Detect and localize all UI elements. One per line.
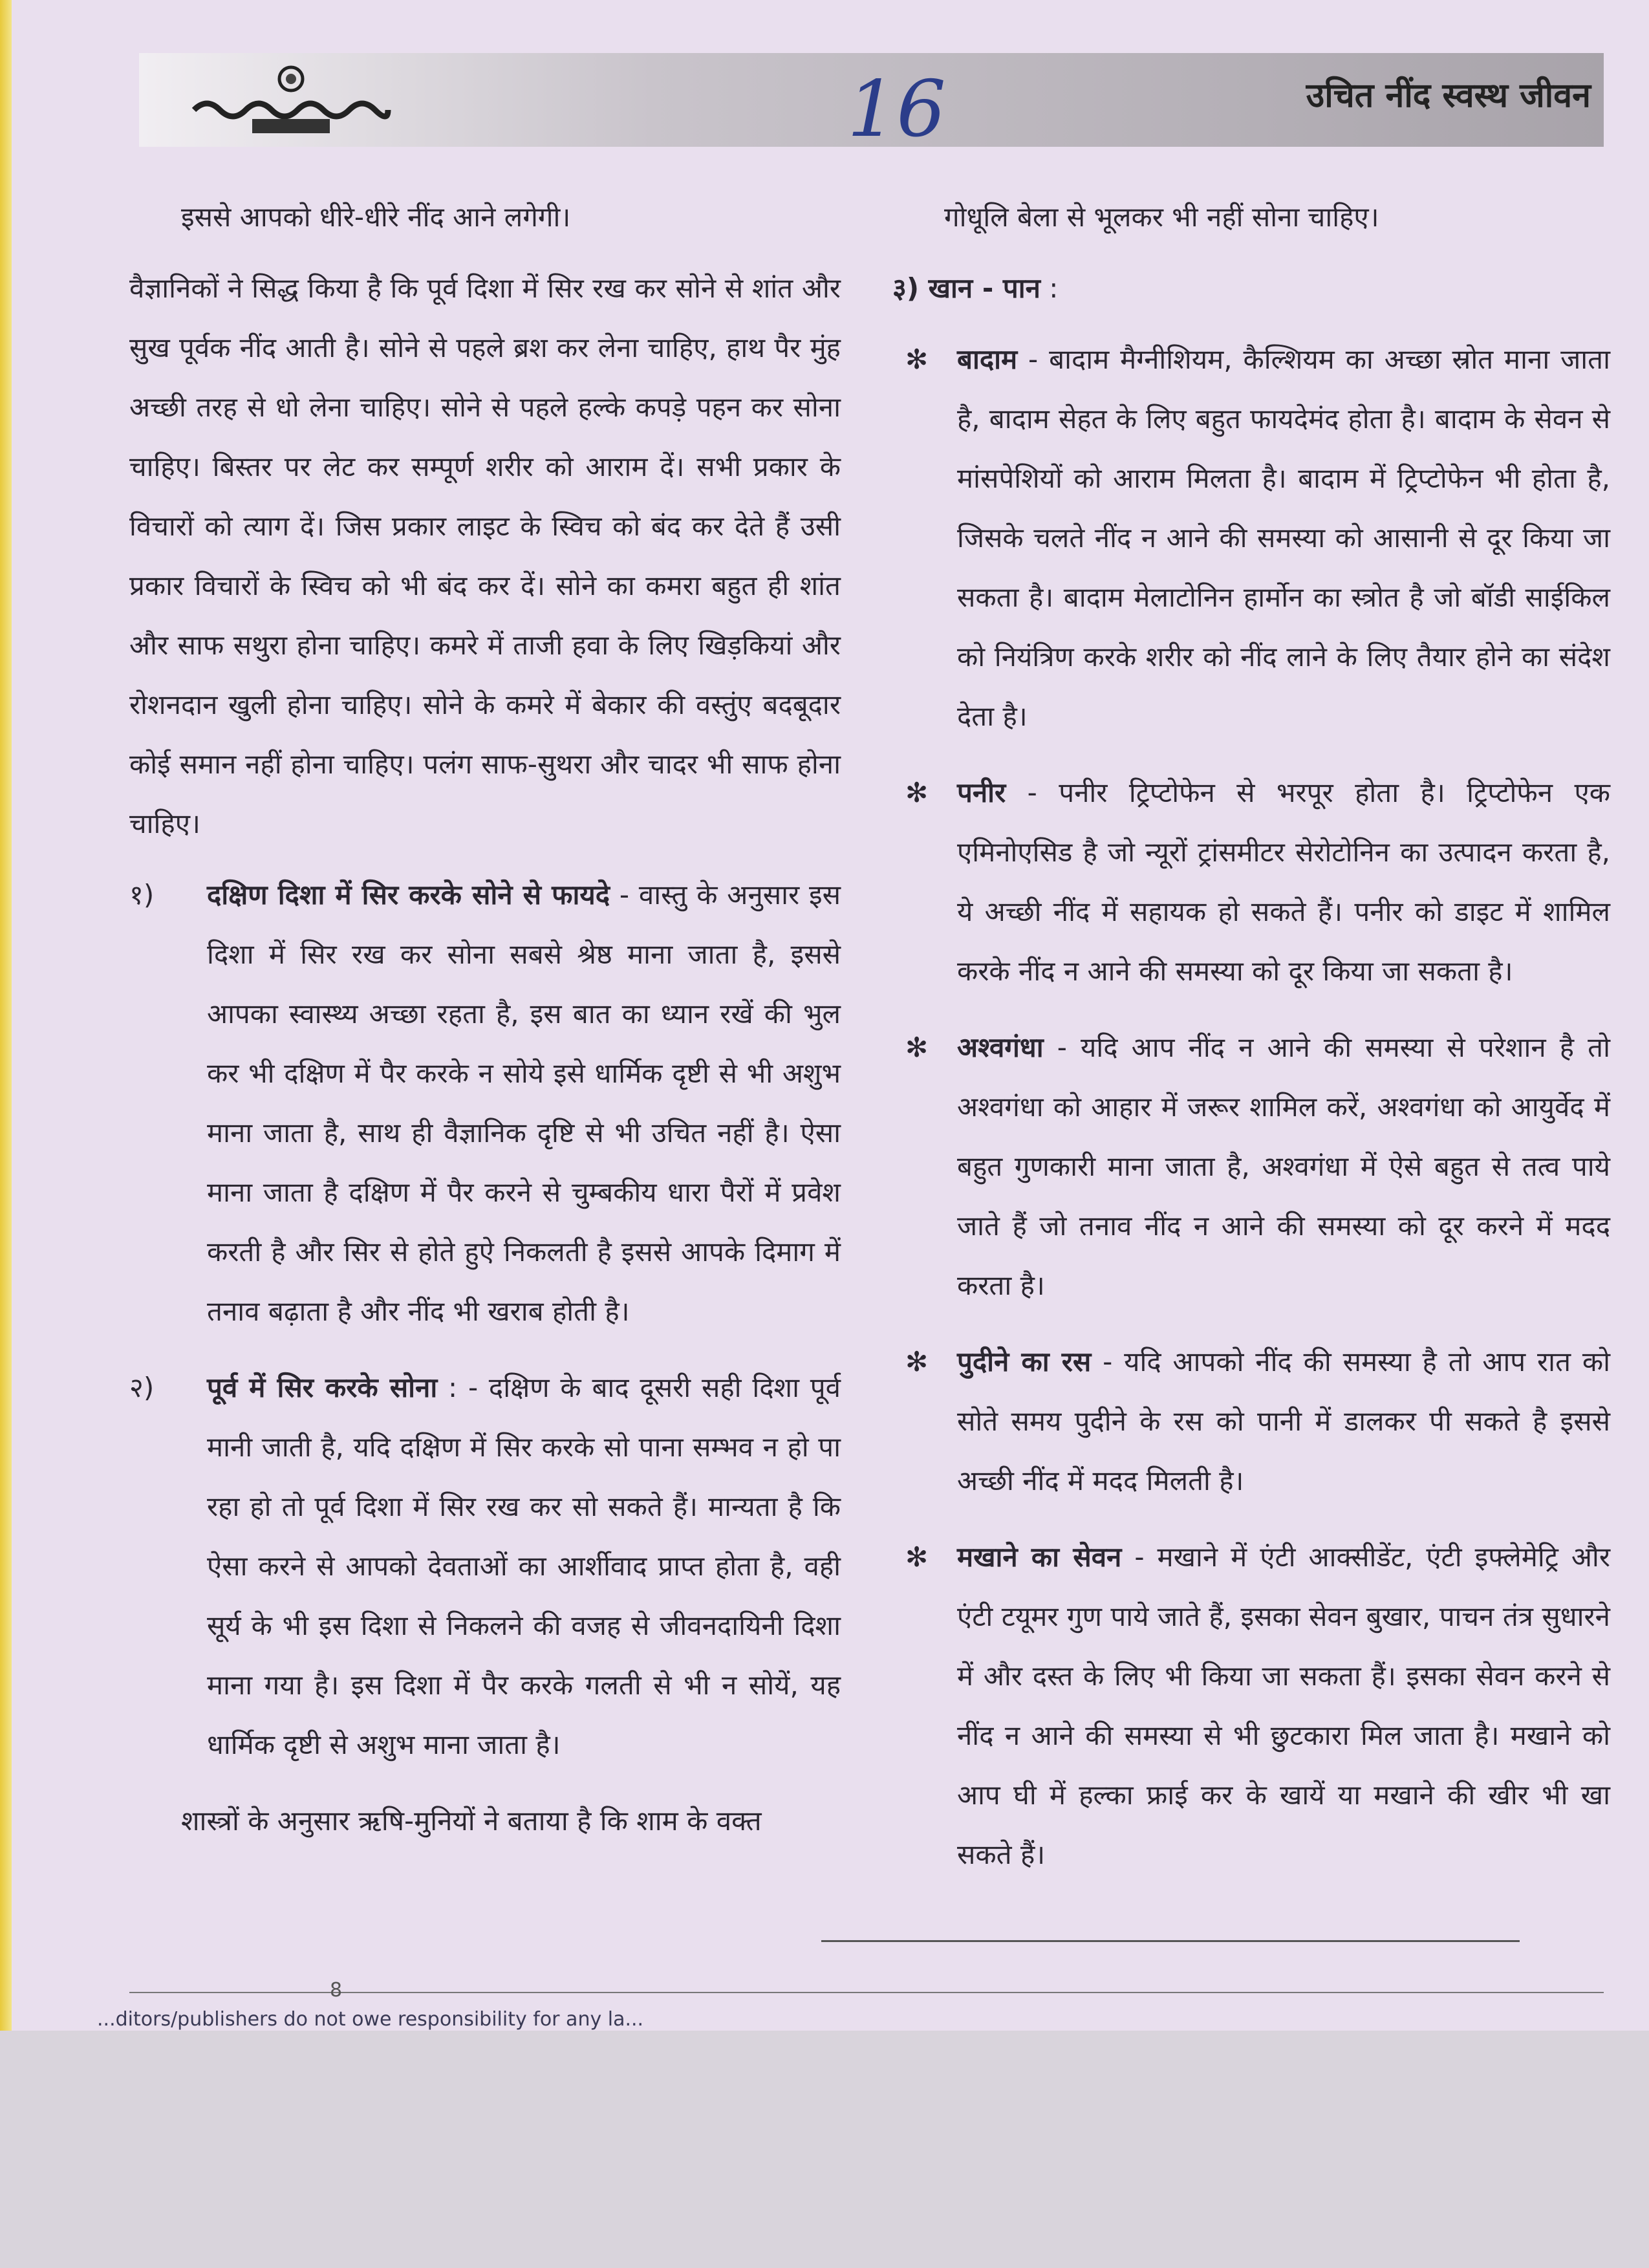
paragraph: इससे आपको धीरे-धीरे नींद आने लगेगी। (181, 201, 571, 233)
item-text: - यदि आप नींद न आने की समस्या से परेशान है तो अश्वगंधा को आहार में जरूर शामिल करें, अश्वगंधा को आयुर्वेद में बहुत गुणकारी माना जाता है, अश्वगंधा में ऐसे बहुत से तत्व पाये जाते हैं जो तनाव नींद न आने की समस्या को दूर करने में मदद करता है। (957, 1031, 1610, 1301)
header-title: उचित नींद स्वस्थ जीवन (1306, 76, 1591, 115)
numbered-item-1 (129, 865, 841, 1341)
footer-band (821, 1940, 1520, 1987)
food-item-pudina (892, 1332, 1610, 1511)
food-item-badam (892, 330, 1610, 746)
item-heading: मखाने का सेवन (957, 1541, 1122, 1573)
item-text: - वास्तु के अनुसार इस दिशा में सिर रख कर सोना सबसे श्रेष्ठ माना जाता है, इससे आपका स्वास्थ्य अच्छा रहता है, इस बात का ध्यान रखें की भुल कर भी दक्षिण में पैर करके न सोये इसे धार्मिक दृष्टी से भी अशुभ माना जाता है, साथ ही वैज्ञानिक दृष्टि से भी उचित नहीं है। ऐसा माना जाता है दक्षिण में पैर करने से चुम्बकीय धारा पैरों में प्रवेश करती है और सिर से होते हुऐ निकलती है इससे आपके दिमाग में तनाव बढ़ाता है और नींद भी खराब होती है। (207, 879, 841, 1327)
food-item-ashwagandha (892, 1018, 1610, 1315)
item-heading: दक्षिण दिशा में सिर करके सोने से फायदे (207, 879, 610, 911)
paragraph: शास्त्रों के अनुसार ऋषि-मुनियों ने बताया है कि शाम के वक्त (181, 1805, 762, 1837)
asterisk-icon: ✻ (905, 1541, 929, 1573)
item-text: - मखाने में एंटी आक्सीडेंट, एंटी इफ्लेमेट्रि और एंटी टयूमर गुण पाये जाते हैं, इसका सेवन बुखार, पाचन तंत्र सुधारने में और दस्त के लिए भी किया जा सकता हैं। इसका सेवन करने से नींद न आने की समस्या से भी छुटकारा मिल जाता है। मखाने को आप घी में हल्का फ्राई कर के खायें या मखाने की खीर भी खा सकते हैं। (957, 1541, 1610, 1870)
footer-divider (129, 1992, 1604, 1993)
item-text: - पनीर ट्रिप्टोफेन से भरपूर होता है। ट्रिप्टोफेन एक एमिनोएसिड है जो न्यूरों ट्रांसमीटर सेरोटोनिन का उत्पादन करता है, ये अच्छी नींद में सहायक हो सकते हैं। पनीर को डाइट में शामिल करके नींद न आने की समस्या को दूर किया जा सकता है। (957, 777, 1610, 987)
right-column (892, 188, 1610, 1901)
item-heading: अश्वगंधा (957, 1031, 1044, 1063)
item-text: : - दक्षिण के बाद दूसरी सही दिशा पूर्व मानी जाती है, यदि दक्षिण में सिर करके सो पाना सम्भव न हो पा रहा हो तो पूर्व दिशा में सिर रख कर सो सकते हैं। मान्यता है कि ऐसा करने से आपको देवताओं का आर्शीवाद प्राप्त होता है, वही सूर्य के भी इस दिशा से निकलने की वजह से जीवनदायिनी दिशा माना गया है। इस दिशा में पैर करके गलती से भी न सोयें, यह धार्मिक दृष्टी से अशुभ माना जाता है। (207, 1372, 841, 1760)
asterisk-icon: ✻ (905, 1346, 929, 1377)
item-number: २) (129, 1372, 155, 1403)
item-number: १) (129, 879, 155, 911)
asterisk-icon: ✻ (905, 343, 929, 375)
page-edge-strip (0, 0, 12, 2031)
wave-logo-icon (155, 59, 427, 142)
item-heading: पूर्व में सिर करके सोना (207, 1372, 438, 1403)
paragraph: वैज्ञानिकों ने सिद्ध किया है कि पूर्व दिशा में सिर रख कर सोने से शांत और सुख पूर्वक नींद आती है। सोने से पहले ब्रश कर लेना चाहिए, हाथ पैर मुंह अच्छी तरह से धो लेना चाहिए। सोने से पहले हल्के कपड़े पहन कर सोना चाहिए। बिस्तर पर लेट कर सम्पूर्ण शरीर को आराम दें। सभी प्रकार के विचारों को त्याग दें। जिस प्रकार लाइट के स्विच को बंद कर देते हैं उसी प्रकार विचारों के स्विच को भी बंद कर दें। सोने का कमरा बहुत ही शांत और साफ सथुरा होना चाहिए। कमरे में ताजी हवा के लिए खिड़कियां और रोशनदान खुली होना चाहिए। सोने के कमरे में बेकार की वस्तुंए बदबूदार कोई समान नहीं होना चाहिए। पलंग साफ-सुथरा और चादर भी साफ होना चाहिए। (129, 272, 841, 839)
footer-page-number: 8 (330, 1979, 343, 2002)
handwritten-page-number: 16 (847, 65, 946, 155)
asterisk-icon: ✻ (905, 777, 929, 808)
item-text: - यदि आपको नींद की समस्या है तो आप रात को सोते समय पुदीने के रस को पानी में डालकर पी सकते है इससे अच्छी नींद में मदद मिलती है। (957, 1346, 1610, 1496)
footer-disclaimer: ...ditors/publishers do not owe responsibility for any la... (97, 2008, 644, 2031)
numbered-item-2 (129, 1358, 841, 1775)
item-heading: बादाम (957, 343, 1018, 375)
item-text: - बादाम मैग्नीशियम, कैल्शियम का अच्छा स्रोत माना जाता है, बादाम सेहत के लिए बहुत फायदेमंद होता है। बादाम के सेवन से मांसपेशियों को आराम मिलता है। बादाम में ट्रिप्टोफेन भी होता है, जिसके चलते नींद न आने की समस्या को आसानी से दूर किया जा सकता है। बादाम मेलाटोनिन हार्मोन का स्त्रोत है जो बॉडी साईकिल को नियंत्रिण करके शरीर को नींद लाने के लिए तैयार होने का संदेश देता है। (957, 343, 1610, 732)
section-heading: ३) खान - पान : (892, 272, 1059, 304)
item-heading: पुदीने का रस (957, 1346, 1092, 1377)
left-column (129, 188, 841, 1863)
paragraph: गोधूलि बेला से भूलकर भी नहीं सोना चाहिए। (944, 201, 1379, 233)
food-item-paneer (892, 763, 1610, 1001)
food-item-makhana (892, 1528, 1610, 1885)
item-heading: पनीर (957, 777, 1006, 808)
asterisk-icon: ✻ (905, 1031, 929, 1063)
